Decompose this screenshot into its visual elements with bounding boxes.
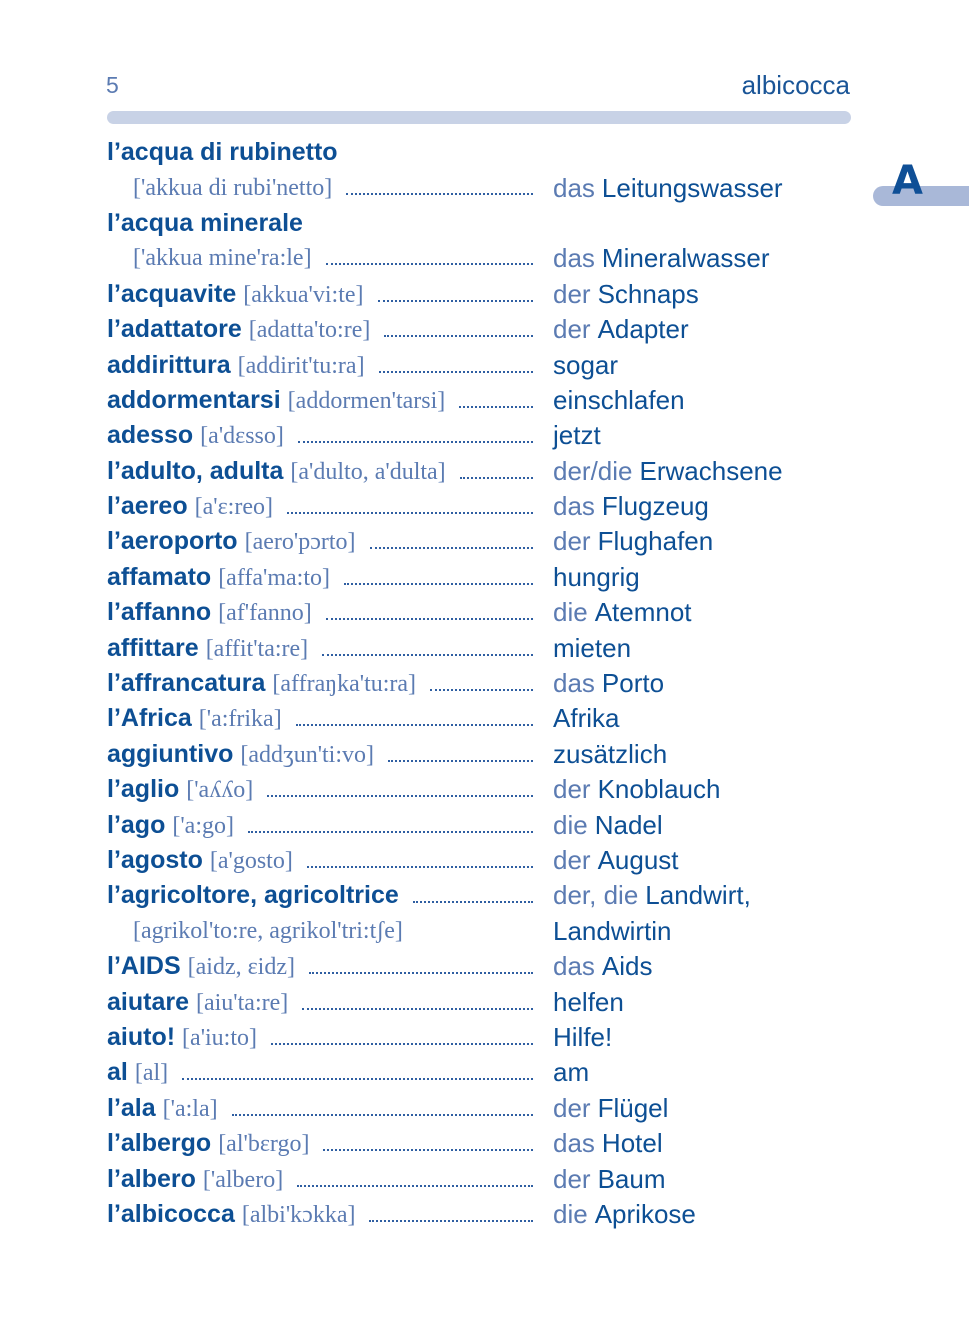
translation-word: jetzt xyxy=(553,420,601,451)
dictionary-entry xyxy=(107,630,847,665)
entry-translation xyxy=(553,562,640,593)
phonetic-transcription: ['a:go] xyxy=(172,812,234,839)
dot-leader xyxy=(430,688,533,691)
dictionary-entry xyxy=(107,1126,847,1161)
entry-translation xyxy=(553,668,664,699)
article: das xyxy=(553,491,595,522)
entry-source xyxy=(107,952,533,981)
dictionary-entry xyxy=(107,772,847,807)
translation-word: mieten xyxy=(553,632,632,663)
entry-translation xyxy=(553,739,667,770)
entry-translation xyxy=(553,1057,589,1088)
phonetic-transcription: [af'fanno] xyxy=(218,600,312,627)
entry-source xyxy=(107,634,533,663)
translation-word: helfen xyxy=(553,986,624,1017)
phonetic-transcription: [addʒun'ti:vo] xyxy=(240,741,375,768)
entry-source xyxy=(107,245,533,272)
entry-source xyxy=(107,527,533,556)
dot-leader xyxy=(271,1042,533,1045)
entry-source xyxy=(107,881,533,910)
headword: l’agosto xyxy=(107,846,203,874)
article: der xyxy=(553,1163,591,1194)
entry-source xyxy=(107,704,533,733)
entry-source xyxy=(107,598,533,627)
entry-translation xyxy=(553,526,713,557)
phonetic-transcription: [a'ɛ:reo] xyxy=(194,494,273,521)
article: der xyxy=(553,314,591,345)
entry-translation xyxy=(553,774,720,805)
dot-leader xyxy=(307,865,533,868)
dictionary-entry xyxy=(107,1020,847,1055)
phonetic-transcription: [affit'ta:re] xyxy=(205,635,309,662)
phonetic-transcription: [albi'kɔkka] xyxy=(241,1201,356,1228)
entry-source xyxy=(107,1058,533,1087)
entry-translation xyxy=(553,314,689,345)
dictionary-entry xyxy=(107,454,847,489)
headword: l’Africa xyxy=(107,704,192,733)
translation-word: Adapter xyxy=(597,314,689,345)
phonetic-transcription: ['a:frika] xyxy=(198,706,282,733)
headword: affamato xyxy=(107,562,212,591)
dictionary-entry xyxy=(107,595,847,630)
dot-leader xyxy=(302,1007,533,1010)
dictionary-entry xyxy=(107,347,847,382)
article: das xyxy=(553,1128,595,1159)
entry-source xyxy=(107,421,533,450)
dot-leader xyxy=(182,1077,533,1080)
entry-source xyxy=(107,811,533,840)
translation-word: August xyxy=(597,845,679,875)
article: die xyxy=(553,809,588,840)
translation-word: Landwirt, xyxy=(645,880,751,911)
dot-leader xyxy=(232,1113,533,1116)
entry-translation xyxy=(553,456,783,487)
entry-translation xyxy=(553,385,685,416)
translation-word: Flugzeug xyxy=(601,491,709,522)
translation-word: am xyxy=(553,1057,590,1088)
dot-leader xyxy=(296,723,533,726)
phonetic-transcription: ['aʎʎo] xyxy=(186,777,254,804)
headword: l’adattatore xyxy=(107,315,242,344)
phonetic-transcription: ['albero] xyxy=(202,1166,284,1193)
phonetic-transcription: [affa'ma:to] xyxy=(218,564,331,591)
phonetic-transcription: [a'iu:to] xyxy=(182,1024,258,1051)
entry-translation xyxy=(553,1128,663,1159)
translation-word: Landwirtin xyxy=(553,915,672,946)
entry-source xyxy=(107,315,533,344)
entry-translation xyxy=(553,420,601,451)
entry-translation xyxy=(553,1164,666,1195)
dictionary-entry xyxy=(107,206,847,241)
dot-leader xyxy=(344,582,533,585)
article: das xyxy=(553,951,595,982)
entry-source xyxy=(107,1023,533,1052)
article: der xyxy=(553,278,591,309)
dot-leader xyxy=(326,617,533,620)
entry-translation xyxy=(553,880,751,911)
dictionary-entry xyxy=(107,241,847,276)
headword: aiutare xyxy=(107,987,189,1016)
entry-source xyxy=(107,775,533,804)
entry-source xyxy=(107,740,533,769)
dot-leader xyxy=(459,405,533,408)
dot-leader xyxy=(326,262,533,265)
dictionary-entry xyxy=(107,418,847,453)
entry-source xyxy=(107,988,533,1017)
translation-word: Schnaps xyxy=(597,278,699,309)
phonetic-transcription: [aero'pɔrto] xyxy=(244,529,356,556)
entry-source xyxy=(107,669,533,698)
headword: l’affanno xyxy=(107,598,212,627)
headword: l’agricoltore, agricoltrice xyxy=(107,881,399,910)
entry-translation xyxy=(553,1093,668,1124)
article: das xyxy=(553,172,595,203)
dictionary-entries xyxy=(107,135,847,1232)
dictionary-entry xyxy=(107,312,847,347)
article: der xyxy=(553,526,591,557)
phonetic-transcription: ['akkua mine'ra:le] xyxy=(133,245,312,272)
translation-word: Flügel xyxy=(597,1092,669,1123)
phonetic-transcription: [addormen'tarsi] xyxy=(287,387,446,414)
entry-translation xyxy=(553,845,679,876)
headword: l’albergo xyxy=(107,1129,212,1158)
headword: al xyxy=(107,1058,128,1087)
entry-translation xyxy=(553,633,631,664)
article: der xyxy=(553,774,591,805)
dot-leader xyxy=(346,192,533,195)
dot-leader xyxy=(413,900,533,903)
headword: l’albero xyxy=(107,1164,196,1193)
translation-word: Flughafen xyxy=(597,526,714,557)
dictionary-entry xyxy=(107,1091,847,1126)
translation-word: einschlafen xyxy=(553,384,685,415)
translation-word: Mineralwasser xyxy=(601,243,770,274)
dot-leader xyxy=(323,1148,533,1151)
header-divider-bar xyxy=(107,111,851,124)
entry-source xyxy=(107,175,533,202)
entry-source xyxy=(107,280,533,309)
phonetic-transcription: [affraŋka'tu:ra] xyxy=(272,671,417,698)
headword: aggiuntivo xyxy=(107,739,234,768)
dictionary-entry xyxy=(107,807,847,842)
headword: l’ago xyxy=(107,810,166,839)
dictionary-entry xyxy=(107,878,847,913)
dictionary-entry xyxy=(107,843,847,878)
translation-word: Porto xyxy=(601,668,665,699)
entry-translation xyxy=(553,491,709,522)
article: das xyxy=(553,668,595,699)
headword: l’acqua di rubinetto xyxy=(107,138,338,167)
translation-word: Erwachsene xyxy=(639,455,783,486)
article: die xyxy=(553,597,588,628)
entry-source xyxy=(107,351,533,380)
headword: l’adulto, adulta xyxy=(107,456,284,485)
translation-word: Afrika xyxy=(553,703,620,734)
dictionary-entry xyxy=(107,737,847,772)
dictionary-entry xyxy=(107,277,847,312)
dot-leader xyxy=(267,794,533,797)
dot-leader xyxy=(322,653,533,656)
dot-leader xyxy=(379,370,533,373)
article: der xyxy=(553,1092,591,1123)
dot-leader xyxy=(298,440,533,443)
article: der/die xyxy=(553,455,633,486)
entry-source xyxy=(107,457,533,486)
entry-source xyxy=(107,1129,533,1158)
phonetic-transcription: [a'dulto, a'dulta] xyxy=(290,458,446,485)
phonetic-transcription: [al'bɛrgo] xyxy=(218,1131,310,1158)
entry-translation xyxy=(553,279,699,310)
dictionary-entry xyxy=(107,170,847,205)
dot-leader xyxy=(297,1184,533,1187)
headword: addormentarsi xyxy=(107,385,281,414)
entry-translation xyxy=(553,350,618,381)
entry-source xyxy=(107,209,533,238)
translation-word: hungrig xyxy=(553,561,640,592)
article: das xyxy=(553,243,595,274)
dot-leader xyxy=(388,759,533,762)
entry-translation xyxy=(553,916,672,947)
translation-word: Atemnot xyxy=(594,597,692,628)
translation-word: Aprikose xyxy=(594,1198,696,1229)
dictionary-entry xyxy=(107,1197,847,1232)
dictionary-entry xyxy=(107,666,847,701)
dot-leader xyxy=(309,971,533,974)
thumb-tab-letter: A xyxy=(892,158,923,204)
dictionary-entry xyxy=(107,1055,847,1090)
phonetic-transcription: [adatta'to:re] xyxy=(248,317,371,344)
entry-translation xyxy=(553,703,619,734)
phonetic-transcription: [agrikol'to:re, agrikol'tri:tʃe] xyxy=(133,917,403,944)
phonetic-transcription: [a'gosto] xyxy=(209,848,293,874)
phonetic-transcription: [addirit'tu:ra] xyxy=(237,352,365,379)
dictionary-entry xyxy=(107,489,847,524)
translation-word: zusätzlich xyxy=(553,738,668,769)
entry-translation xyxy=(553,243,770,274)
entry-source xyxy=(107,492,533,521)
translation-word: Baum xyxy=(597,1163,666,1194)
article: der, die xyxy=(553,880,639,911)
dot-leader xyxy=(248,830,533,833)
entry-translation xyxy=(553,1022,612,1053)
translation-word: Hotel xyxy=(601,1128,663,1159)
dictionary-entry xyxy=(107,984,847,1019)
running-head: albicocca xyxy=(741,70,850,100)
dictionary-entry xyxy=(107,524,847,559)
entry-source xyxy=(107,563,533,592)
headword: l’acquavite xyxy=(107,279,237,308)
translation-word: Leitungswasser xyxy=(601,172,783,203)
entry-source xyxy=(107,386,533,415)
dictionary-entry xyxy=(107,1161,847,1196)
dictionary-entry xyxy=(107,560,847,595)
phonetic-transcription: [aiu'ta:re] xyxy=(195,989,289,1016)
dictionary-entry xyxy=(107,701,847,736)
phonetic-transcription: ['akkua di rubi'netto] xyxy=(133,174,333,201)
dot-leader xyxy=(460,476,533,479)
article: der xyxy=(553,845,591,875)
entry-source xyxy=(107,138,533,167)
phonetic-transcription: [akkua'vi:te] xyxy=(243,281,364,308)
dictionary-entry xyxy=(107,135,847,170)
headword: affittare xyxy=(107,633,199,662)
dictionary-entry xyxy=(107,949,847,984)
phonetic-transcription: [a'dɛsso] xyxy=(200,423,284,450)
translation-word: Nadel xyxy=(594,809,663,840)
headword: l’affrancatura xyxy=(107,669,266,698)
entry-translation xyxy=(553,1199,696,1230)
dot-leader xyxy=(384,334,533,337)
headword: l’aglio xyxy=(107,775,180,804)
entry-translation xyxy=(553,951,653,982)
headword: l’ala xyxy=(107,1093,156,1122)
headword: l’AIDS xyxy=(107,952,181,981)
headword: l’aeroporto xyxy=(107,527,238,556)
headword: adesso xyxy=(107,421,194,450)
dictionary-entry xyxy=(107,383,847,418)
entry-translation xyxy=(553,173,783,204)
entry-source xyxy=(107,1094,533,1123)
translation-word: Hilfe! xyxy=(553,1021,613,1052)
entry-source xyxy=(107,1165,533,1194)
entry-translation xyxy=(553,987,624,1018)
article: die xyxy=(553,1198,588,1229)
translation-word: Aids xyxy=(601,951,653,982)
translation-word: sogar xyxy=(553,349,619,380)
headword: aiuto! xyxy=(107,1022,176,1051)
dot-leader xyxy=(287,511,533,514)
headword: addirittura xyxy=(107,350,231,379)
dictionary-entry xyxy=(107,914,847,949)
entry-translation xyxy=(553,810,663,841)
page-number: 5 xyxy=(106,72,119,98)
entry-source xyxy=(107,918,533,945)
headword: l’acqua minerale xyxy=(107,208,303,237)
entry-translation xyxy=(553,597,692,628)
dot-leader xyxy=(378,299,533,302)
phonetic-transcription: [al] xyxy=(134,1060,169,1087)
headword: l’albicocca xyxy=(107,1199,235,1228)
dot-leader xyxy=(370,546,534,549)
entry-source xyxy=(107,846,533,875)
entry-source xyxy=(107,1200,533,1229)
dot-leader xyxy=(369,1219,533,1222)
phonetic-transcription: [aidz, ɛidz] xyxy=(187,954,295,981)
translation-word: Knoblauch xyxy=(597,774,721,805)
phonetic-transcription: ['a:la] xyxy=(162,1095,218,1122)
headword: l’aereo xyxy=(107,492,188,521)
